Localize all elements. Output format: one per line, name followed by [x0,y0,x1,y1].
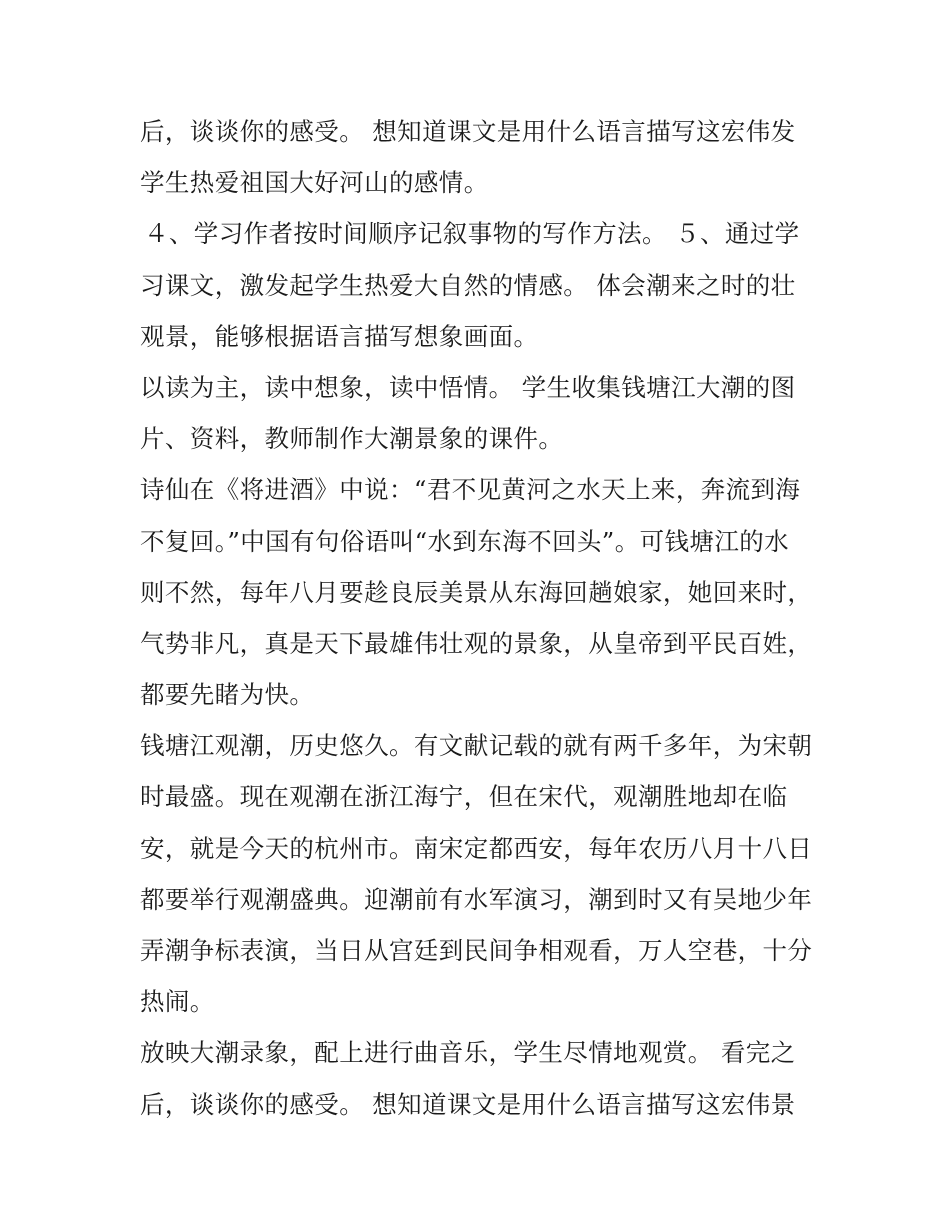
body-text [140,106,820,1130]
text-line-5: 观景，能够根据语言描写想象画面。 [140,321,539,351]
text-line-6: 以读为主，读中想象，读中悟情。 学生收集钱塘江大潮的图 [140,372,796,402]
text-line-10: 则不然，每年八月要趁良辰美景从东海回趟娘家，她回来时， [140,577,813,607]
text-line-11: 气势非凡，真是天下最雄伟壮观的景象，从皇帝到平民百姓， [140,628,813,658]
text-line-20: 后，谈谈你的感受。 想知道课文是用什么语言描写这宏伟景 [140,1089,796,1119]
text-line-7: 片、资料，教师制作大潮景象的课件。 [140,424,564,454]
text-line-17: 弄潮争标表演，当日从宫廷到民间争相观看，万人空巷，十分 [140,936,813,965]
text-line-14: 时最盛。现在观潮在浙江海宁，但在宋代，观潮胜地却在临 [140,782,788,812]
text-line-9: 不复回。”中国有句俗语叫“水到东海不回头”。可钱塘江的水 [140,526,790,556]
text-line-1: 后，谈谈你的感受。 想知道课文是用什么语言描写这宏伟发 [140,117,796,146]
text-line-4: 习课文，激发起学生热爱大自然的情感。 体会潮来之时的壮 [140,270,796,300]
text-line-15: 安，就是今天的杭州市。南宋定都西安，每年农历八月十八日 [140,833,813,863]
text-line-12: 都要先睹为快。 [140,680,315,710]
text-line-2: 学生热爱祖国大好河山的感情。 [140,168,489,198]
text-line-8: 诗仙在《将进酒》中说：“君不见黄河之水天上来，奔流到海 [140,475,801,505]
text-line-3: ４、学习作者按时间顺序记叙事物的写作方法。 ５、通过学 [144,219,800,249]
text-line-16: 都要举行观潮盛典。迎潮前有水军演习，潮到时又有吴地少年 [140,884,813,914]
text-line-19: 放映大潮录象，配上进行曲音乐，学生尽情地观赏。 看完之 [140,1038,796,1068]
text-line-18: 热闹。 [140,987,215,1017]
text-line-13: 钱塘江观潮，历史悠久。有文献记载的就有两千多年，为宋朝 [140,731,813,761]
